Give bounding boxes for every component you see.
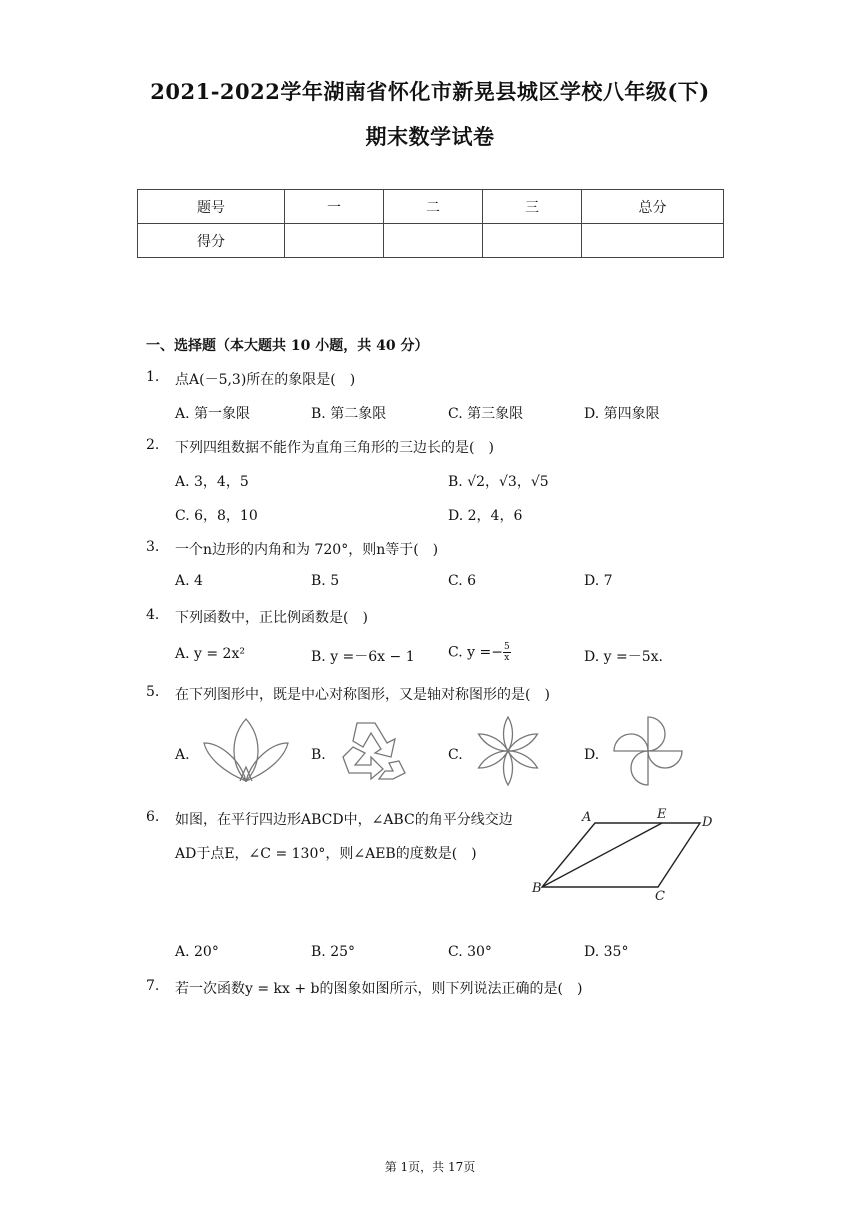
pinwheel-figure <box>610 713 690 789</box>
question-text: 一个n边形的内角和为 720°，则n等于( ) <box>175 542 439 558</box>
option-c <box>448 642 511 663</box>
question-text: 在下列图形中，既是中心对称图形，又是轴对称图形的是( ) <box>175 687 550 703</box>
question-number: 3. <box>146 539 160 555</box>
page-footer: 第 1页，共 17页 <box>384 1160 476 1174</box>
option-d: D. 2，4，6 <box>448 508 523 524</box>
question-number: 1. <box>146 369 160 385</box>
question-number: 5. <box>146 684 160 700</box>
vertex-label-c: C <box>655 889 665 903</box>
table-cell: 一 <box>285 190 384 224</box>
table-cell: 总分 <box>582 190 724 224</box>
option-b: B. <box>311 747 326 763</box>
table-cell <box>285 224 384 258</box>
question-number: 7. <box>146 978 160 994</box>
question-number: 4. <box>146 607 160 623</box>
score-table-header-row <box>138 190 724 224</box>
option-c-label: C. y =− <box>448 644 503 661</box>
question-text: 下列函数中，正比例函数是( ) <box>175 610 368 626</box>
option-b: B. 25° <box>311 944 356 960</box>
section-heading: 一、选择题（本大题共 10 小题，共 40 分） <box>146 338 429 354</box>
parallelogram-figure <box>530 803 730 903</box>
table-cell <box>483 224 582 258</box>
question-number: 6. <box>146 809 160 825</box>
option-d: D. 35° <box>584 944 629 960</box>
vertex-label-e: E <box>657 807 667 822</box>
exam-subtitle: 期末数学试卷 <box>365 124 495 149</box>
fraction <box>503 642 511 663</box>
question-text: 下列四组数据不能作为直角三角形的三边长的是( ) <box>175 440 494 456</box>
table-cell <box>384 224 483 258</box>
question-text: 点A(－5,3)所在的象限是( ) <box>175 372 356 388</box>
table-cell: 题号 <box>138 190 285 224</box>
option-d: D. <box>584 747 600 763</box>
option-a: A. y = 2x² <box>175 646 245 662</box>
option-d: D. y =－5x. <box>584 649 663 665</box>
option-a: A. 20° <box>175 944 219 960</box>
table-cell: 得分 <box>138 224 285 258</box>
option-d: D. 第四象限 <box>584 406 660 422</box>
three-petal-figure <box>200 715 292 785</box>
vertex-label-a: A <box>582 810 592 825</box>
option-a: A. 3，4，5 <box>175 474 249 490</box>
question-number: 2. <box>146 437 160 453</box>
option-c: C. 6 <box>448 573 477 589</box>
vertex-label-b: B <box>532 881 542 896</box>
question-text-continued: AD于点E，∠C = 130°，则∠AEB的度数是( ) <box>175 846 477 862</box>
score-table <box>137 189 724 258</box>
option-c: C. 30° <box>448 944 492 960</box>
recycle-figure <box>335 717 407 783</box>
question-text: 若一次函数y = kx + b的图象如图所示，则下列说法正确的是( ) <box>175 981 583 997</box>
option-b: B. y =－6x − 1 <box>311 649 415 665</box>
table-cell <box>582 224 724 258</box>
vertex-label-d: D <box>702 815 713 830</box>
table-cell: 三 <box>483 190 582 224</box>
option-a: A. 4 <box>175 573 203 589</box>
question-text: 如图，在平行四边形ABCD中，∠ABC的角平分线交边 <box>175 812 513 828</box>
score-table-row <box>138 224 724 258</box>
option-c: C. <box>448 747 463 763</box>
option-a: A. <box>175 747 190 763</box>
option-b: B. 5 <box>311 573 340 589</box>
table-cell: 二 <box>384 190 483 224</box>
fraction-numerator: 5 <box>503 642 510 652</box>
option-c: C. 第三象限 <box>448 406 524 422</box>
exam-title: 2021-2022学年湖南省怀化市新晃县城区学校八年级(下) <box>150 79 710 104</box>
six-petal-flower-figure <box>472 715 544 787</box>
fraction-denominator: x <box>504 653 510 663</box>
option-b: B. √2，√3，√5 <box>448 474 549 490</box>
option-d: D. 7 <box>584 573 613 589</box>
option-c: C. 6，8，10 <box>175 508 258 524</box>
option-b: B. 第二象限 <box>311 406 387 422</box>
option-a: A. 第一象限 <box>175 406 251 422</box>
